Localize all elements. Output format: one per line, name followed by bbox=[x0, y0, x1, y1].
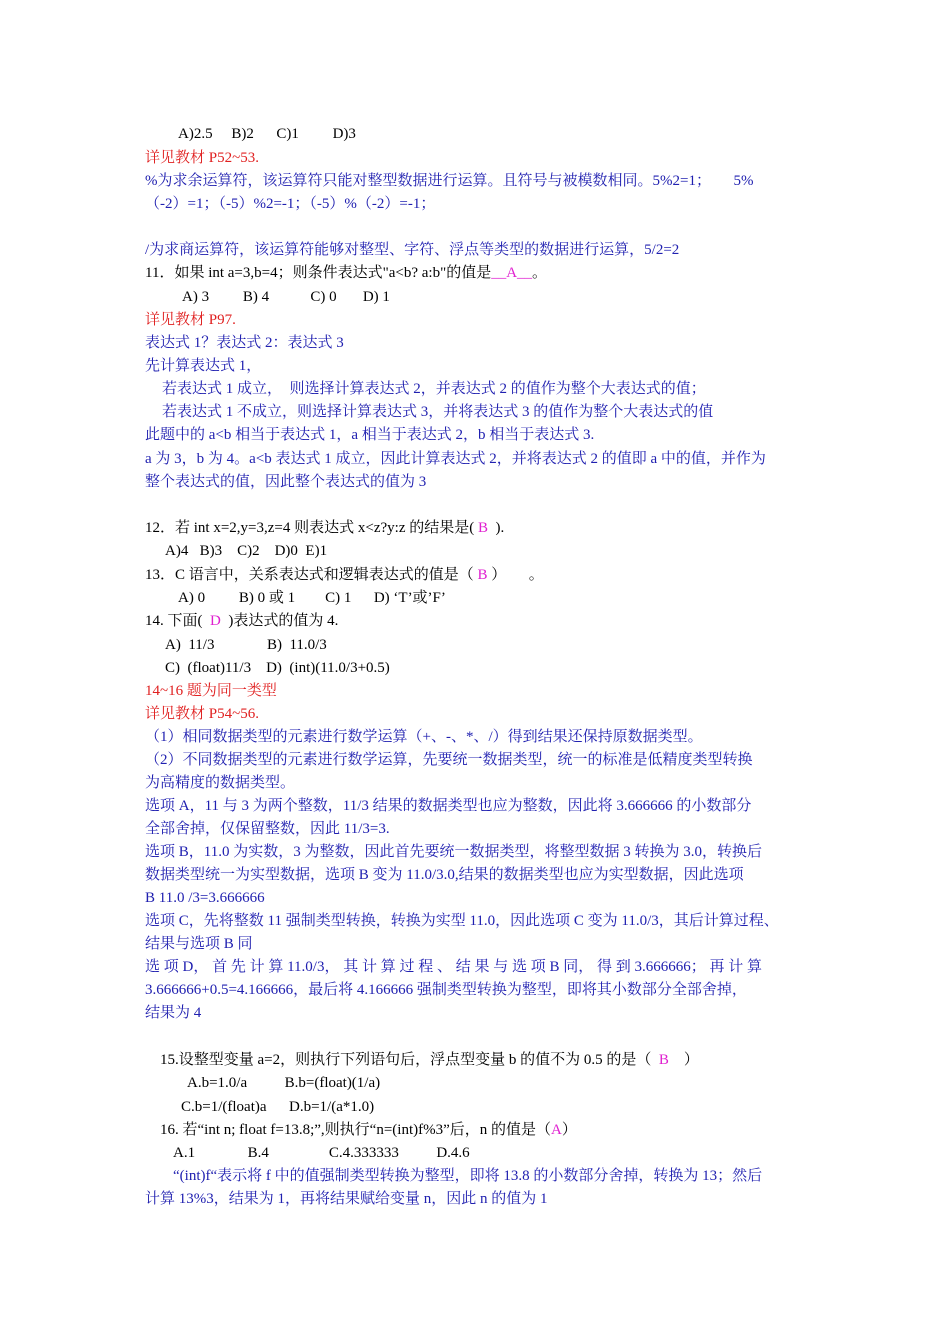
q14-options: A) 11/3 B) 11.0/3 bbox=[165, 637, 327, 653]
q16-options: A.1 B.4 C.4.333333 D.4.6 bbox=[173, 1145, 470, 1161]
explanation-line: B 11.0 /3=3.666666 bbox=[145, 890, 265, 906]
explanation-line: 整个表达式的值，因此整个表达式的值为 3 bbox=[145, 474, 427, 490]
q11-answer: __A__ bbox=[491, 265, 533, 281]
q14-answer: D bbox=[210, 613, 221, 629]
explanation-line: 结果为 4 bbox=[145, 1005, 202, 1021]
q15-options: A.b=1.0/a B.b=(float)(1/a) bbox=[187, 1075, 381, 1091]
q13-options: A) 0 B) 0 或 1 C) 1 D) ‘T’或’F’ bbox=[178, 590, 446, 606]
explanation-line: 选项 B，11.0 为实数，3 为整数，因此首先要统一数据类型，将整型数据 3 转换为 3.0，转换后 bbox=[145, 844, 762, 860]
explanation-line: 表达式 1？表达式 2：表达式 3 bbox=[145, 335, 344, 351]
q12-question: 12．若 int x=2,y=3,z=4 则表达式 x<z?y:z 的结果是( B ). bbox=[145, 520, 505, 536]
explanation-line: 此题中的 a<b 相当于表达式 1，a 相当于表达式 2，b 相当于表达式 3. bbox=[145, 427, 595, 443]
ref-note: 14~16 题为同一类型 bbox=[145, 683, 277, 699]
q14-question: 14. 下面( D )表达式的值为 4. bbox=[145, 613, 339, 629]
q12-options: A)4 B)3 C)2 D)0 E)1 bbox=[165, 543, 328, 559]
explanation-line: 全部舍掉，仅保留整数，因此 11/3=3. bbox=[145, 821, 390, 837]
explanation-line: “(int)f“表示将 f 中的值强制类型转换为整型，即将 13.8 的小数部分舍掉，转换为 13；然后 bbox=[173, 1168, 763, 1184]
explanation-line: （-2）=1；（-5）%2=-1；（-5）%（-2）=-1； bbox=[145, 196, 436, 212]
ref-note: 详见教材 P97. bbox=[145, 312, 236, 328]
ref-note: 详见教材 P54~56. bbox=[145, 706, 259, 722]
q13-answer: B bbox=[477, 567, 488, 583]
q12-answer: B bbox=[477, 520, 488, 536]
q10-options: A)2.5 B)2 C)1 D)3 bbox=[178, 126, 356, 142]
explanation-line: （2）不同数据类型的元素进行数学运算，先要统一数据类型，统一的标准是低精度类型转换 bbox=[145, 752, 753, 768]
explanation-line: 计算 13%3，结果为 1，再将结果赋给变量 n，因此 n 的值为 1 bbox=[145, 1191, 548, 1207]
explanation-line: 3.666666+0.5=4.166666，最后将 4.166666 强制类型转换为整型，即将其小数部分全部舍掉， bbox=[145, 982, 747, 998]
explanation-line: （1）相同数据类型的元素进行数学运算（+、-、*、/）得到结果还保持原数据类型。 bbox=[145, 729, 703, 745]
explanation-line: /为求商运算符，该运算符能够对整型、字符、浮点等类型的数据进行运算，5/2=2 bbox=[145, 242, 680, 258]
q15-options: C.b=1/(float)a D.b=1/(a*1.0) bbox=[181, 1099, 375, 1115]
explanation-line: 结果与选项 B 同 bbox=[145, 936, 253, 952]
explanation-line: 先计算表达式 1， bbox=[145, 358, 262, 374]
q16-answer: A bbox=[551, 1122, 562, 1138]
explanation-line: 为高精度的数据类型。 bbox=[145, 775, 296, 791]
explanation-line: 若表达式 1 成立， 则选择计算表达式 2，并表达式 2 的值作为整个大表达式的值； bbox=[162, 381, 706, 397]
explanation-line: 数据类型统一为实型数据，选项 B 变为 11.0/3.0,结果的数据类型也应为实型数据，因此选项 bbox=[145, 867, 744, 883]
q11-question: 11．如果 int a=3,b=4；则条件表达式"a<b? a:b"的值是__A__。 bbox=[145, 265, 548, 281]
q16-question: 16. 若“int n; float f=13.8;”,则执行“n=(int)f%3”后，n 的值是（A） bbox=[160, 1122, 577, 1138]
q15-answer: B bbox=[658, 1052, 669, 1068]
explanation-line: 选 项 D， 首 先 计 算 11.0/3， 其 计 算 过 程 、 结 果 与 选 项 B 同， 得 到 3.666666； 再 计 算 bbox=[145, 959, 762, 975]
q15-question: 15.设整型变量 a=2，则执行下列语句后，浮点型变量 b 的值不为 0.5 的是（ B ） bbox=[160, 1052, 699, 1068]
explanation-line: a 为 3，b 为 4。a<b 表达式 1 成立，因此计算表达式 2，并将表达式 2 的值即 a 中的值，并作为 bbox=[145, 451, 766, 467]
q14-options: C) (float)11/3 D) (int)(11.0/3+0.5) bbox=[165, 660, 390, 676]
ref-note: 详见教材 P52~53. bbox=[145, 150, 259, 166]
explanation-line: %为求余运算符，该运算符只能对整型数据进行运算。且符号与被模数相同。5%2=1； 5% bbox=[145, 173, 754, 189]
explanation-line: 选项 A，11 与 3 为两个整数，11/3 结果的数据类型也应为整数，因此将 3.666666 的小数部分 bbox=[145, 798, 752, 814]
q13-question: 13．C 语言中，关系表达式和逻辑表达式的值是（ B ） 。 bbox=[145, 567, 544, 583]
explanation-line: 若表达式 1 不成立，则选择计算表达式 3，并将表达式 3 的值作为整个大表达式的值 bbox=[162, 404, 714, 420]
q11-options: A) 3 B) 4 C) 0 D) 1 bbox=[182, 289, 390, 305]
explanation-line: 选项 C，先将整数 11 强制类型转换，转换为实型 11.0，因此选项 C 变为 11.0/3，其后计算过程、 bbox=[145, 913, 779, 929]
